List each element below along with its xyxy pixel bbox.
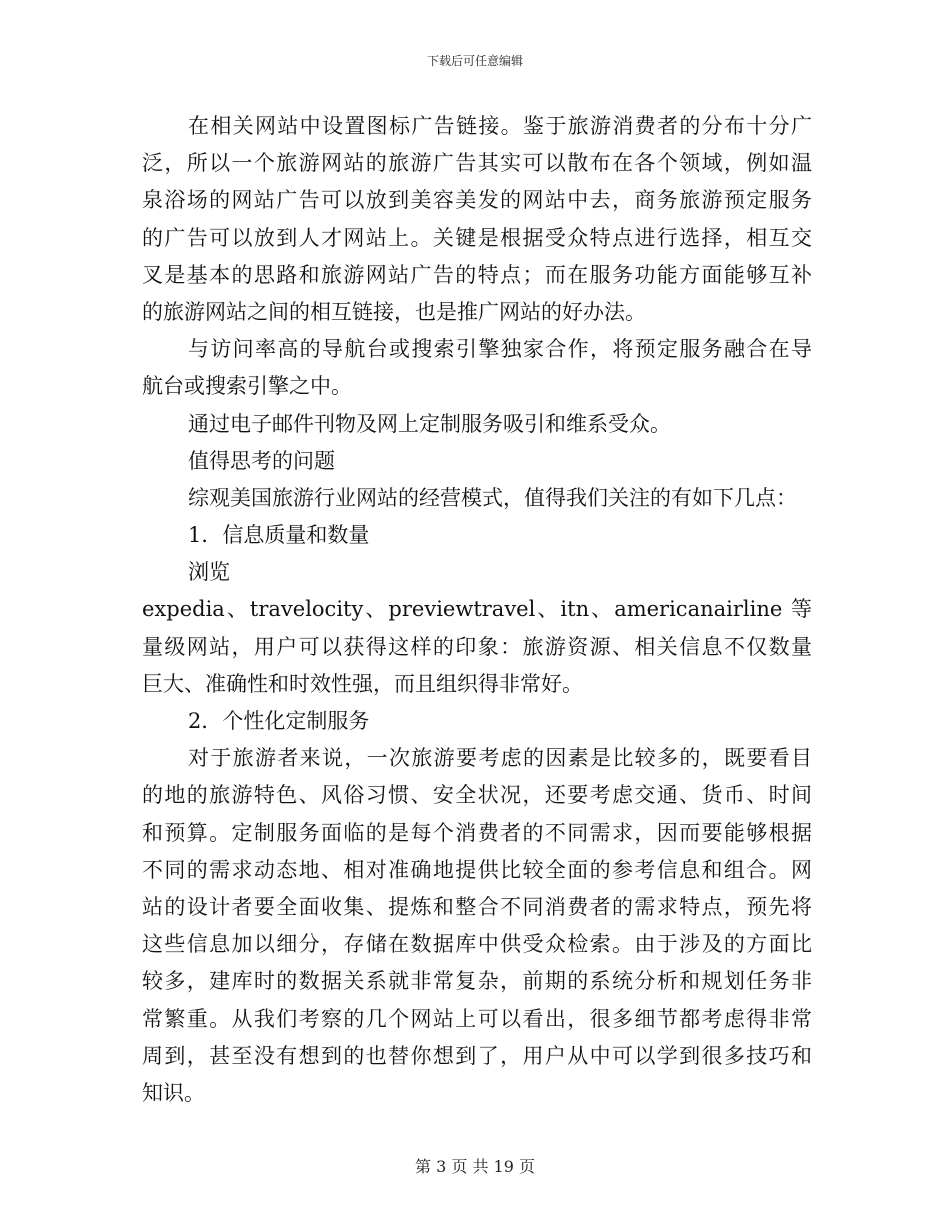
paragraph-line: 量级网站，用户可以获得这样的印象：旅游资源、相关信息不仅数量 — [142, 634, 812, 659]
paragraph-line: 这些信息加以细分，存储在数据库中供受众检索。由于涉及的方面比 — [142, 932, 812, 957]
paragraph-line: 的广告可以放到人才网站上。关键是根据受众特点进行选择，相互交 — [142, 225, 812, 250]
page-footer: 第 3 页 共 19 页 — [415, 1157, 535, 1176]
paragraph-line: 综观美国旅游行业网站的经营模式，值得我们关注的有如下几点： — [188, 485, 797, 510]
paragraph-line: 与访问率高的导航台或搜索引擎独家合作，将预定服务融合在导 — [188, 337, 812, 362]
paragraph-line: 不同的需求动态地、相对准确地提供比较全面的参考信息和组合。网 — [142, 857, 812, 882]
paragraph-line: 站的设计者要全面收集、提炼和整合不同消费者的需求特点，预先将 — [142, 894, 812, 919]
paragraph-line: 在相关网站中设置图标广告链接。鉴于旅游消费者的分布十分广 — [188, 114, 812, 138]
paragraph-line: 的旅游网站之间的相互链接，也是推广网站的好办法。 — [142, 299, 646, 324]
paragraph-line: 叉是基本的思路和旅游网站广告的特点；而在服务功能方面能够互补 — [142, 262, 812, 287]
paragraph-line: 知识。 — [142, 1080, 205, 1105]
paragraph-line: 泛，所以一个旅游网站的旅游广告其实可以散布在各个领域，例如温 — [142, 151, 812, 176]
paragraph-line: 的地的旅游特色、风俗习惯、安全状况，还要考虑交通、货币、时间 — [142, 783, 812, 808]
paragraph-line: 对于旅游者来说，一次旅游要考虑的因素是比较多的，既要看目 — [188, 746, 812, 771]
numbered-heading: 1．信息质量和数量 — [188, 523, 370, 548]
paragraph-line: 巨大、准确性和时效性强，而且组织得非常好。 — [142, 671, 583, 696]
paragraph-line: 通过电子邮件刊物及网上定制服务吸引和维系受众。 — [188, 411, 671, 436]
paragraph-line: 周到，甚至没有想到的也替你想到了，用户从中可以学到很多技巧和 — [142, 1043, 812, 1068]
page-header: 下载后可任意编辑 — [426, 54, 523, 68]
paragraph-line: 较多，建库时的数据关系就非常复杂，前期的系统分析和规划任务非 — [142, 969, 812, 994]
section-heading: 值得思考的问题 — [188, 448, 335, 473]
paragraph-line: 浏览 — [188, 560, 230, 585]
paragraph-line: expedia、travelocity、previewtravel、itn、americanairline 等 — [142, 597, 812, 622]
paragraph-line: 和预算。定制服务面临的是每个消费者的不同需求，因而要能够根据 — [142, 820, 812, 845]
body-text — [142, 108, 812, 1112]
numbered-heading: 2．个性化定制服务 — [188, 709, 370, 733]
paragraph-line: 航台或搜索引擎之中。 — [142, 374, 352, 399]
paragraph-line: 泉浴场的网站广告可以放到美容美发的网站中去，商务旅游预定服务 — [142, 188, 812, 213]
paragraph-line: 常繁重。从我们考察的几个网站上可以看出，很多细节都考虑得非常 — [142, 1006, 812, 1031]
